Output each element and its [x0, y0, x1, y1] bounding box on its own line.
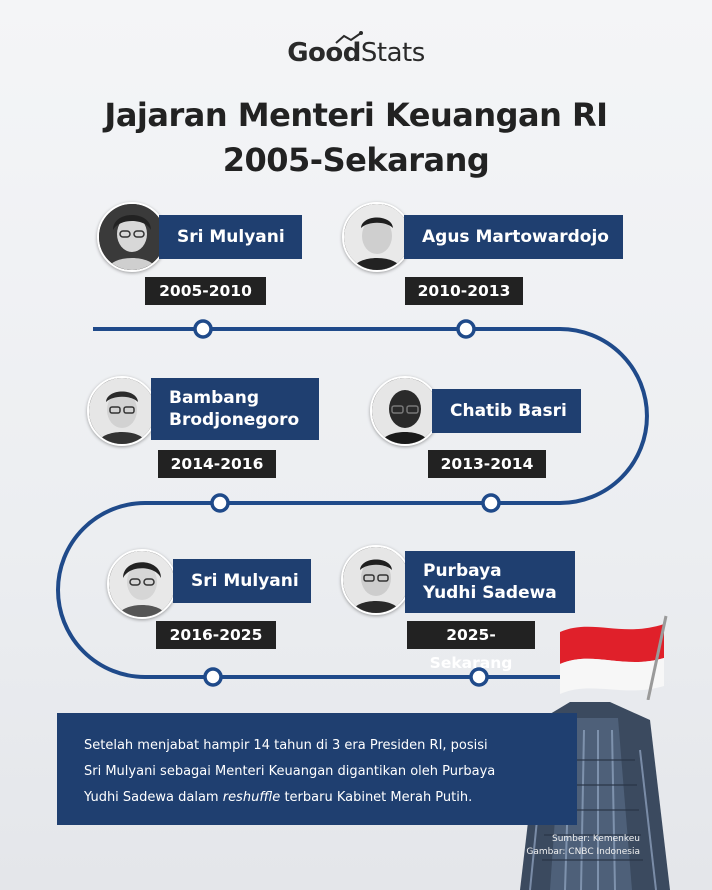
timeline-node — [212, 495, 228, 511]
minister-period: 2016-2025 — [156, 621, 276, 649]
minister-name-box: Sri Mulyani — [159, 215, 302, 259]
minister-name-box: Sri Mulyani — [173, 559, 311, 603]
minister-name-box: Agus Martowardojo — [404, 215, 623, 259]
minister-period: 2010-2013 — [405, 277, 523, 305]
minister-period: 2005-2010 — [145, 277, 266, 305]
avatar-sri-mulyani — [107, 549, 177, 619]
page-subtitle: 2005-Sekarang — [222, 141, 490, 179]
page-title: Jajaran Menteri Keuangan RI — [104, 96, 608, 134]
info-panel: Setelah menjabat hampir 14 tahun di 3 era Presiden RI, posisi Sri Mulyani sebagai Menteri Keuangan digantikan oleh Purbaya Yudhi Sadewa dalam reshuffle terbaru Kabinet Merah Putih. — [57, 713, 577, 825]
minister-period: 2014-2016 — [158, 450, 276, 478]
avatar-sri-mulyani — [97, 202, 167, 272]
minister-name-box: Bambang Brodjonegoro — [151, 378, 319, 440]
minister-name-box: Purbaya Yudhi Sadewa — [405, 551, 575, 613]
avatar-purbaya-yudhi-sadewa — [341, 545, 411, 615]
minister-period: 2025-Sekarang — [407, 621, 535, 649]
minister-period: 2013-2014 — [428, 450, 546, 478]
avatar-bambang-brodjonegoro — [87, 376, 157, 446]
timeline-node — [195, 321, 211, 337]
goodstats-logo: GoodStats — [287, 38, 425, 68]
avatar-chatib-basri — [370, 376, 440, 446]
minister-name-box: Chatib Basri — [432, 389, 581, 433]
avatar-agus-martowardojo — [342, 202, 412, 272]
timeline-node — [205, 669, 221, 685]
timeline-node — [458, 321, 474, 337]
timeline-node — [483, 495, 499, 511]
source-credit: Sumber: Kemenkeu Gambar: CNBC Indonesia — [526, 834, 640, 857]
